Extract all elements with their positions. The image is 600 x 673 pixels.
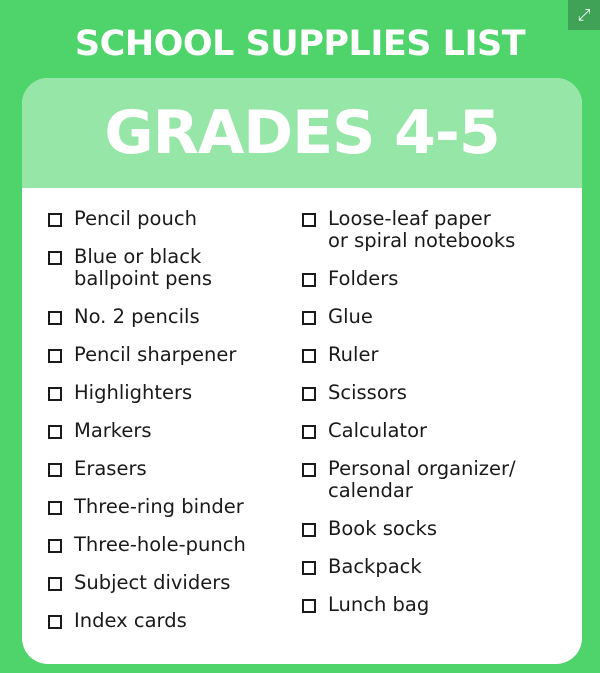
checklist-item-label: Highlighters	[74, 381, 193, 404]
checkbox[interactable]	[302, 561, 316, 575]
checklist-item[interactable]	[48, 382, 302, 404]
checklist-item[interactable]	[302, 420, 582, 442]
checkbox[interactable]	[48, 577, 62, 591]
checkbox[interactable]	[48, 539, 62, 553]
checklist-item[interactable]	[48, 420, 302, 442]
checklist-item-label: Personal organizer/ calendar	[328, 457, 516, 502]
checklist-item[interactable]	[302, 594, 582, 616]
checkbox[interactable]	[302, 273, 316, 287]
checklist-item[interactable]	[302, 268, 582, 290]
checkbox[interactable]	[302, 213, 316, 227]
checklist-item-label: Pencil sharpener	[74, 343, 237, 366]
checklist-item[interactable]	[302, 306, 582, 328]
checklist-left-column	[48, 208, 302, 648]
checklist-item-label: Pencil pouch	[74, 207, 197, 230]
checkbox[interactable]	[48, 463, 62, 477]
checkbox[interactable]	[48, 387, 62, 401]
checklist-item[interactable]	[48, 306, 302, 328]
checkbox[interactable]	[302, 599, 316, 613]
checklist-right-column	[302, 208, 582, 648]
checklist-item[interactable]	[48, 572, 302, 594]
checklist-item-label: Markers	[74, 419, 152, 442]
checklist-item[interactable]	[48, 344, 302, 366]
checklist-item[interactable]	[302, 382, 582, 404]
checklist-item-label: Three-hole-punch	[74, 533, 246, 556]
checklist-item[interactable]	[302, 458, 582, 502]
checklist	[48, 208, 582, 648]
checkbox[interactable]	[48, 349, 62, 363]
checkbox[interactable]	[48, 501, 62, 515]
checklist-item[interactable]	[48, 496, 302, 518]
checkbox[interactable]	[302, 387, 316, 401]
checklist-item-label: Lunch bag	[328, 593, 430, 616]
checklist-item[interactable]	[48, 458, 302, 480]
checklist-item-label: Blue or black ballpoint pens	[74, 245, 212, 290]
checklist-item-label: Backpack	[328, 555, 422, 578]
checkbox[interactable]	[302, 463, 316, 477]
checkbox[interactable]	[48, 615, 62, 629]
checklist-item[interactable]	[302, 518, 582, 540]
grade-title: GRADES 4-5	[104, 98, 500, 168]
checklist-item[interactable]	[302, 344, 582, 366]
checklist-item-label: Calculator	[328, 419, 428, 442]
page-heading: SCHOOL SUPPLIES LIST	[74, 24, 526, 64]
checklist-item-label: Book socks	[328, 517, 437, 540]
checkbox[interactable]	[302, 425, 316, 439]
checkbox[interactable]	[48, 251, 62, 265]
checklist-item[interactable]	[48, 610, 302, 632]
checkbox[interactable]	[302, 523, 316, 537]
checklist-item[interactable]	[302, 208, 582, 252]
checklist-item-label: Index cards	[74, 609, 187, 632]
checklist-item-label: No. 2 pencils	[74, 305, 200, 328]
checklist-item[interactable]	[48, 208, 302, 230]
expand-arrows-icon: ⤢	[577, 5, 591, 24]
checklist-item-label: Three-ring binder	[74, 495, 244, 518]
checklist-item[interactable]	[302, 556, 582, 578]
checklist-item-label: Erasers	[74, 457, 147, 480]
checklist-item[interactable]	[48, 534, 302, 556]
checkbox[interactable]	[302, 349, 316, 363]
checklist-item-label: Scissors	[328, 381, 407, 404]
checklist-item-label: Loose-leaf paper or spiral notebooks	[328, 207, 516, 252]
checkbox[interactable]	[302, 311, 316, 325]
checklist-item-label: Subject dividers	[74, 571, 231, 594]
checkbox[interactable]	[48, 213, 62, 227]
checkbox[interactable]	[48, 311, 62, 325]
checklist-item[interactable]	[48, 246, 302, 290]
checklist-item-label: Glue	[328, 305, 373, 328]
checklist-item-label: Ruler	[328, 343, 379, 366]
grade-banner	[22, 78, 582, 188]
checkbox[interactable]	[48, 425, 62, 439]
checklist-item-label: Folders	[328, 267, 399, 290]
